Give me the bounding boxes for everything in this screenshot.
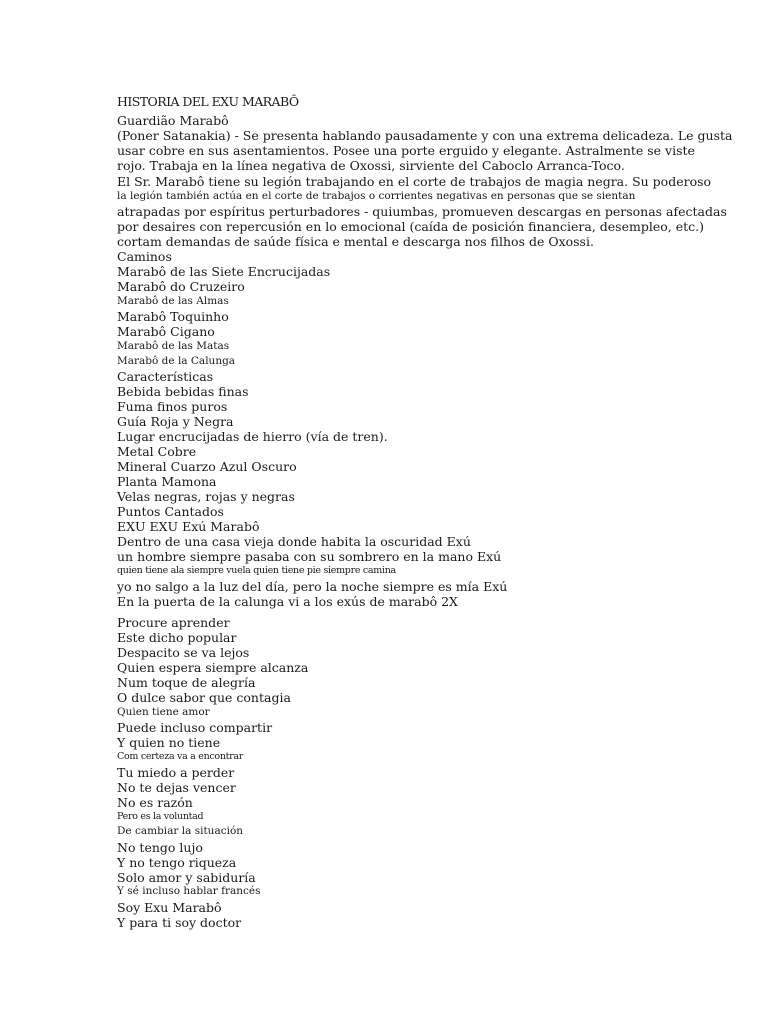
song-line: Solo amor y sabiduría xyxy=(117,870,256,885)
song-line: De cambiar la situación xyxy=(117,825,244,837)
song-line: Y para ti soy doctor xyxy=(117,915,242,930)
camino-item: Marabô de las Almas xyxy=(117,295,229,307)
intro-line: (Poner Satanakia) - Se presenta hablando pausadamente y con una extrema delicadeza. Le gusta xyxy=(117,128,733,143)
song-line: Procure aprender xyxy=(117,615,230,630)
song-line: No es razón xyxy=(117,795,193,810)
song-line: Tu miedo a perder xyxy=(117,765,235,780)
caracteristica-item: Mineral Cuarzo Azul Oscuro xyxy=(117,459,297,474)
camino-item: Marabô Toquinho xyxy=(117,309,229,324)
song-line: No te dejas vencer xyxy=(117,780,236,795)
caracteristica-item: Puntos Cantados xyxy=(117,504,224,519)
song-line: Este dicho popular xyxy=(117,630,237,645)
song-line: un hombre siempre pasaba con su sombrero en la mano Exú xyxy=(117,549,502,564)
intro-line: usar cobre en sus asentamientos. Posee una porte erguido y elegante. Astralmente se viste xyxy=(117,143,695,158)
camino-item: Marabô do Cruzeiro xyxy=(117,279,245,294)
song-line: En la puerta de la calunga vi a los exús de marabô 2X xyxy=(117,594,458,609)
caracteristica-item: Bebida bebidas finas xyxy=(117,384,249,399)
caracteristica-item: Metal Cobre xyxy=(117,444,197,459)
intro-line: atrapadas por espíritus perturbadores - quiumbas, promueven descargas en personas afectadas xyxy=(117,204,727,219)
intro-line: por desaires con repercusión en lo emocional (caída de posición financiera, desempleo, etc.) xyxy=(117,219,704,234)
song-line: No tengo lujo xyxy=(117,840,203,855)
intro-line: rojo. Trabaja en la línea negativa de Oxossi, sirviente del Caboclo Arranca-Toco. xyxy=(117,158,625,173)
song-line: Com certeza va a encontrar xyxy=(117,751,244,762)
song-line: Soy Exu Marabô xyxy=(117,900,222,915)
caracteristica-item: Planta Mamona xyxy=(117,474,217,489)
caminos-heading: Caminos xyxy=(117,249,172,264)
caracteristica-item: Lugar encrucijadas de hierro (vía de tren). xyxy=(117,429,388,444)
song-line: O dulce sabor que contagia xyxy=(117,690,291,705)
song-line: yo no salgo a la luz del día, pero la noche siempre es mía Exú xyxy=(117,579,508,594)
song-line: Y sé incluso hablar francés xyxy=(117,885,261,897)
song-line: Pero es la voluntad xyxy=(117,811,204,822)
caracteristica-item: Velas negras, rojas y negras xyxy=(117,489,295,504)
camino-item: Marabô de las Siete Encrucijadas xyxy=(117,264,331,279)
camino-item: Marabô Cigano xyxy=(117,324,215,339)
caracteristica-item: Guía Roja y Negra xyxy=(117,414,234,429)
intro-line: Guardião Marabô xyxy=(117,113,229,128)
song-line: Dentro de una casa vieja donde habita la oscuridad Exú xyxy=(117,534,471,549)
intro-line: El Sr. Marabô tiene su legión trabajando en el corte de trabajos de magia negra. Su poderoso xyxy=(117,174,712,189)
intro-line: cortam demandas de saúde física e mental e descarga nos filhos de Oxossi. xyxy=(117,234,594,249)
song-line: Y quien no tiene xyxy=(117,735,221,750)
song-line: quien tiene ala siempre vuela quien tiene pie siempre camina xyxy=(117,565,396,576)
intro-line: la legión también actúa en el corte de trabajos o corrientes negativas en personas que se sientan xyxy=(117,190,636,202)
song-line: Quien espera siempre alcanza xyxy=(117,660,309,675)
song-line: Despacito se va lejos xyxy=(117,645,250,660)
song-line: Num toque de alegría xyxy=(117,675,256,690)
song-line: Y no tengo riqueza xyxy=(117,855,237,870)
document-title: HISTORIA DEL EXU MARABÔ xyxy=(117,94,299,109)
song-line: Quien tiene amor xyxy=(117,706,210,718)
caracteristica-item: Fuma finos puros xyxy=(117,399,228,414)
song-line: EXU EXU Exú Marabô xyxy=(117,519,260,534)
song-line: Puede incluso compartir xyxy=(117,720,273,735)
camino-item: Marabô de las Matas xyxy=(117,340,230,352)
caracteristicas-heading: Características xyxy=(117,369,214,384)
camino-item: Marabô de la Calunga xyxy=(117,355,236,367)
